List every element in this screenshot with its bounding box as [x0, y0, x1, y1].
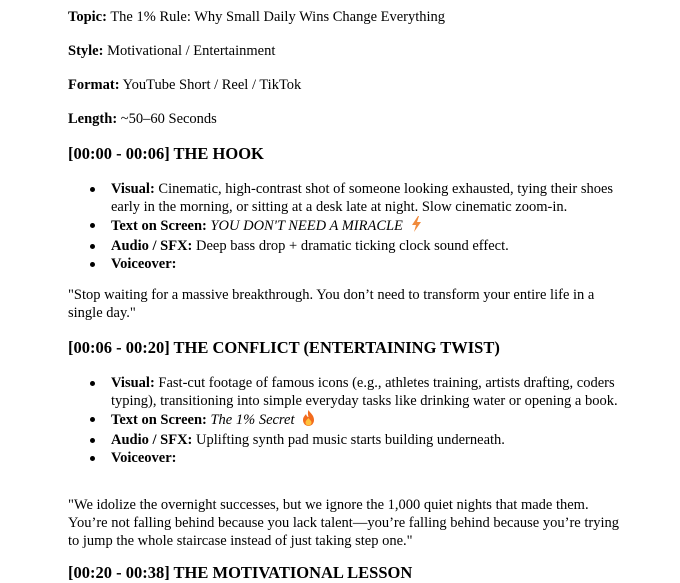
format-label: Format:: [68, 77, 120, 93]
format-line: [68, 76, 301, 94]
bullet-dot: [90, 223, 95, 228]
topic-label: Topic:: [68, 9, 107, 25]
topic-line: [68, 8, 445, 26]
audio-label: Audio / SFX:: [111, 432, 193, 448]
list-item: [68, 374, 628, 410]
visual-label: Visual:: [111, 181, 155, 197]
bullet-dot: [90, 381, 95, 386]
list-item: [68, 255, 628, 273]
length-value: ~50–60 Seconds: [117, 111, 217, 127]
list-item: [68, 431, 628, 449]
length-line: [68, 110, 217, 128]
section-heading-hook: [00:00 - 00:06] THE HOOK: [68, 144, 264, 163]
audio-text: Uplifting synth pad music starts building underneath.: [192, 432, 505, 448]
section-heading-lesson: [00:20 - 00:38] THE MOTIVATIONAL LESSON: [68, 563, 413, 582]
hook-bullet-list: [68, 180, 628, 273]
bullet-dot: [90, 244, 95, 249]
fire-icon: [302, 410, 315, 431]
section-heading-conflict: [00:06 - 00:20] THE CONFLICT (ENTERTAINING TWIST): [68, 338, 500, 357]
style-value: Motivational / Entertainment: [103, 43, 276, 59]
visual-text: Cinematic, high-contrast shot of someone looking exhausted, tying their shoes early in the morning, or sitting at a desk late at night. Slow cinematic zoom-in.: [111, 181, 614, 215]
text-on-screen-value: YOU DON'T NEED A MIRACLE: [210, 218, 403, 234]
list-item: [68, 180, 628, 216]
audio-text: Deep bass drop + dramatic ticking clock sound effect.: [192, 238, 509, 254]
bullet-dot: [90, 417, 95, 422]
text-on-screen-label: Text on Screen:: [111, 412, 207, 428]
style-line: [68, 42, 275, 60]
list-item: [68, 410, 628, 431]
text-on-screen-label: Text on Screen:: [111, 218, 207, 234]
conflict-bullet-list: [68, 374, 628, 467]
visual-text: Fast-cut footage of famous icons (e.g., athletes training, artists drafting, coders typing), transitioning into simple everyday tasks like drinking water or opening a book.: [111, 375, 618, 409]
audio-label: Audio / SFX:: [111, 238, 193, 254]
conflict-voiceover-quote: "We idolize the overnight successes, but we ignore the 1,000 quiet nights that made them. You’re not falling behind because you lack talent—you’re falling behind because you’re trying to jump the whole staircase instead of just taking step one.": [68, 497, 619, 549]
bullet-dot: [90, 187, 95, 192]
format-value: YouTube Short / Reel / TikTok: [119, 77, 302, 93]
list-item: [68, 449, 628, 467]
length-label: Length:: [68, 111, 118, 127]
topic-value: The 1% Rule: Why Small Daily Wins Change Everything: [106, 9, 446, 25]
list-item: [68, 237, 628, 255]
bullet-dot: [90, 262, 95, 267]
visual-label: Visual:: [111, 375, 155, 391]
style-label: Style:: [68, 43, 104, 59]
hook-voiceover-quote: "Stop waiting for a massive breakthrough. You don’t need to transform your entire life in a single day.": [68, 287, 595, 321]
bullet-dot: [90, 438, 95, 443]
voiceover-label: Voiceover:: [111, 256, 177, 272]
lightning-icon: [411, 216, 422, 237]
voiceover-label: Voiceover:: [111, 450, 177, 466]
text-on-screen-value: The 1% Secret: [210, 412, 295, 428]
bullet-dot: [90, 456, 95, 461]
list-item: [68, 216, 628, 237]
